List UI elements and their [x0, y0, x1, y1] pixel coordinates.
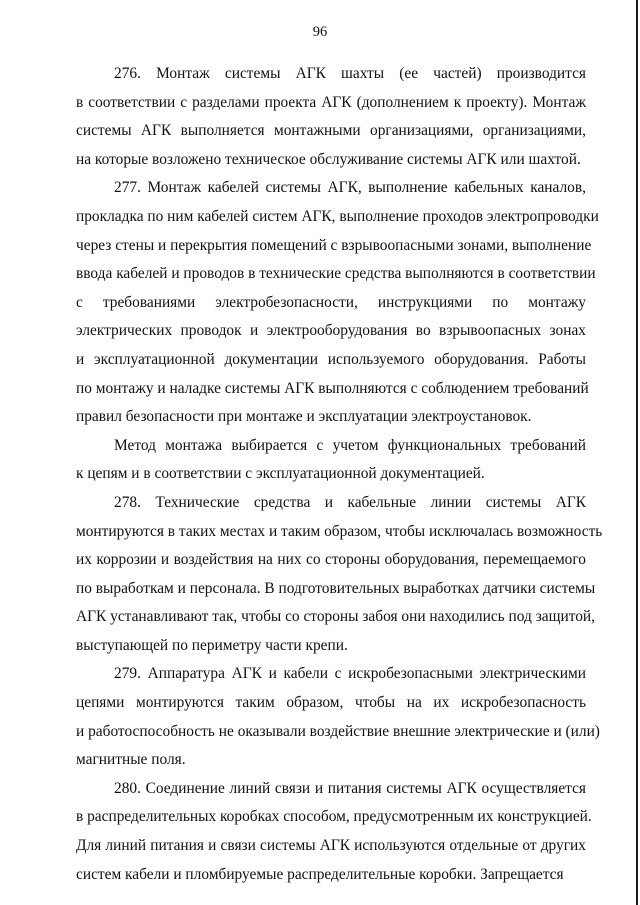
- text-line: электрических проводок и электрооборудования во взрывоопасных зонах: [76, 322, 586, 340]
- paragraph-280: [76, 775, 592, 889]
- text-line: выступающей по периметру части крепи.: [76, 636, 348, 654]
- paragraph-277: [76, 174, 599, 431]
- text-line: АГК устанавливают так, чтобы со стороны забоя они находились под защитой,: [76, 608, 596, 626]
- text-line: Для линий питания и связи системы АГК используются отдельные от других: [76, 837, 586, 855]
- text-line: магнитные поля.: [76, 751, 186, 769]
- text-line: систем кабели и пломбируемые распределительные коробки. Запрещается: [76, 865, 564, 883]
- text-line: и эксплуатационной документации используемого оборудования. Работы: [76, 350, 586, 368]
- text-line: 277. Монтаж кабелей системы АГК, выполнение кабельных каналов,: [114, 179, 586, 197]
- paragraph-276: [76, 60, 586, 174]
- text-line: по монтажу и наладке системы АГК выполняются с соблюдением требований: [76, 379, 589, 397]
- text-line: в распределительных коробках способом, предусмотренным их конструкцией.: [76, 808, 592, 826]
- text-line: 276. Монтаж системы АГК шахты (ее частей) производится: [114, 65, 586, 82]
- text-line: по выработкам и персонала. В подготовительных выработках датчики системы: [76, 579, 596, 597]
- text-line: цепями монтируются таким образом, чтобы на их искробезопасность: [76, 694, 586, 712]
- text-line: 280. Соединение линий связи и питания системы АГК осуществляется: [114, 779, 586, 797]
- text-line: с требованиями электробезопасности, инструкциями по монтажу: [76, 293, 586, 311]
- text-line: на которые возложено техническое обслуживание системы АГК или шахтой.: [76, 150, 581, 168]
- text-line: прокладка по ним кабелей систем АГК, выполнение проходов электропроводки: [76, 207, 599, 225]
- paragraph-279: [76, 660, 600, 774]
- text-line: их коррозии и воздействия на них со стороны оборудования, перемещаемого: [76, 551, 586, 569]
- text-line: к цепям и в соответствии с эксплуатационной документацией.: [76, 465, 485, 483]
- body-text: [76, 60, 603, 889]
- text-line: и работоспособность не оказывали воздействие внешние электрические и (или): [76, 722, 600, 740]
- text-line: монтируются в таких местах и таким образом, чтобы исключалась возможность: [76, 522, 603, 540]
- page-edge-shadow: [636, 0, 638, 905]
- text-line: 278. Технические средства и кабельные линии системы АГК: [114, 493, 586, 511]
- text-line: системы АГК выполняется монтажными организациями, организациями,: [76, 122, 586, 140]
- text-line: в соответствии с разделами проекта АГК (дополнением к проекту). Монтаж: [76, 93, 586, 111]
- text-line: 279. Аппаратура АГК и кабели с искробезопасными электрическими: [114, 665, 586, 683]
- text-line: Метод монтажа выбирается с учетом функциональных требований: [114, 436, 586, 454]
- page-number: 96: [312, 24, 328, 40]
- paragraph-method: [76, 432, 586, 489]
- text-line: правил безопасности при монтаже и эксплуатации электроустановок.: [76, 408, 532, 426]
- text-line: ввода кабелей и проводов в технические средства выполняются в соответствии: [76, 265, 596, 283]
- paragraph-278: [76, 489, 603, 661]
- text-line: через стены и перекрытия помещений с взрывоопасными зонами, выполнение: [76, 236, 592, 254]
